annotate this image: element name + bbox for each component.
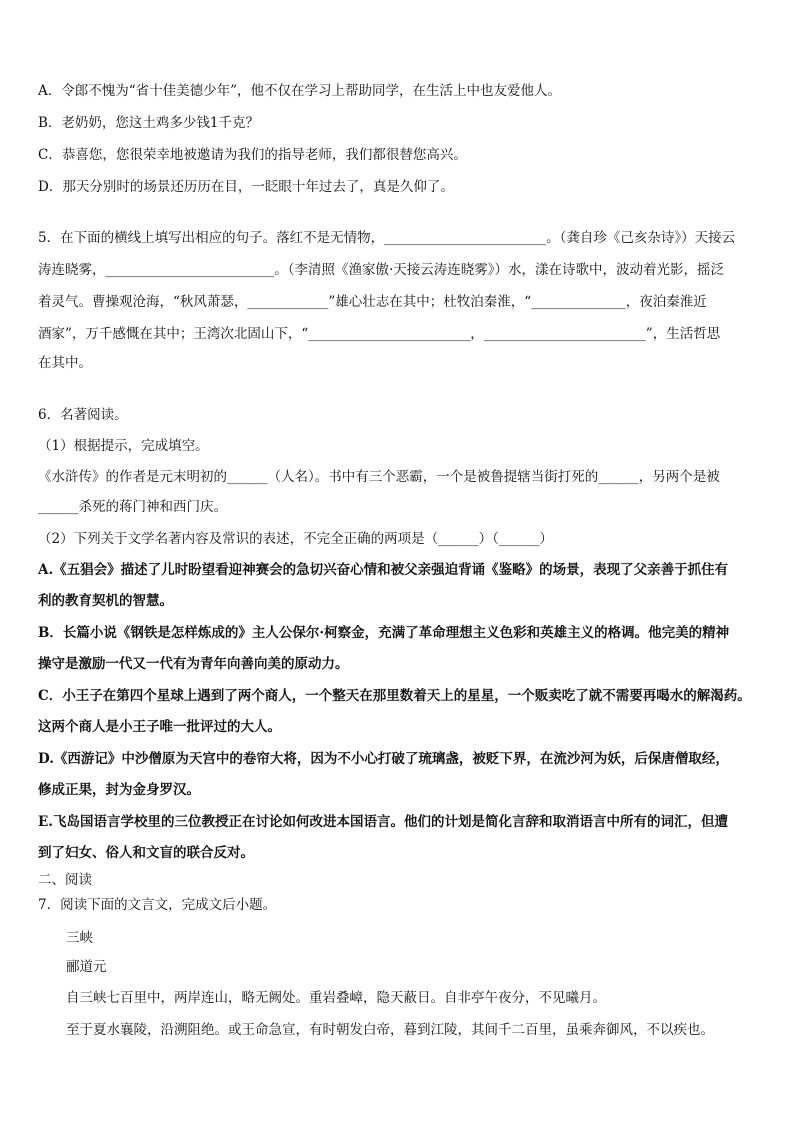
q6-option-a-line-2: 利的教育契机的智慧。 — [38, 593, 173, 609]
q5-line-2: 涛连晓雾，_________________________。（李清照《渔家傲·天接云涛连晓雾》）水，漾在诗歌中，波动着光影，摇泛 — [38, 262, 725, 278]
q5-line-5: 在其中。 — [38, 355, 92, 371]
q6-option-e-line-1: E.飞岛国语言学校里的三位教授正在讨论如何改进本国语言。他们的计划是简化言辞和取消语言中所有的词汇，但遭 — [38, 814, 728, 830]
q6-option-d-line-2: 修成正果，封为金身罗汉。 — [38, 782, 200, 798]
q6-part2-prompt: （2）下列关于文学名著内容及常识的表述，不完全正确的两项是（______）（______） — [38, 531, 553, 547]
poem-line-2: 至于夏水襄陵，沿溯阻绝。或王命急宣，有时朝发白帝，暮到江陵，其间千二百里，虽乘奔御风，不以疾也。 — [66, 1022, 714, 1038]
q4-option-c: C．恭喜您，您很荣幸地被邀请为我们的指导老师，我们都很替您高兴。 — [38, 147, 467, 163]
q6-part1-prompt: （1）根据提示，完成填空。 — [38, 438, 209, 454]
section-heading: 二、阅读 — [38, 872, 92, 888]
q6-option-b-line-2: 操守是激励一代又一代有为青年向善向美的原动力。 — [38, 656, 349, 672]
q6-option-c-line-1: C．小王子在第四个星球上遇到了两个商人，一个整天在那里数着天上的星星，一个贩卖吃了就不需要再喝水的解渴药。 — [38, 688, 751, 704]
q5-line-4: 酒家”，万千感慨在其中；王湾次北固山下，“________________________，________________________”，生活哲思 — [38, 326, 721, 342]
q6-option-a-line-1: A.《五猖会》描述了儿时盼望看迎神赛会的急切兴奋心情和被父亲强迫背诵《鉴略》的场景，表现了父亲善于抓住有 — [38, 562, 729, 578]
q6-option-c-line-2: 这两个商人是小王子唯一批评过的大人。 — [38, 719, 281, 735]
q4-option-a: A．令郎不愧为“省十佳美德少年”，他不仅在学习上帮助同学，在生活上中也友爱他人。 — [38, 83, 562, 99]
poem-title: 三峡 — [66, 930, 93, 946]
poem-author: 郦道元 — [66, 959, 107, 975]
q6-part1-line-1: 《水浒传》的作者是元末明初的______（人名）。书中有三个恶霸，一个是被鲁提辖当街打死的______，另两个是被 — [38, 469, 720, 485]
q6-option-d-line-1: D.《西游记》中沙僧原为天宫中的卷帘大将，因为不小心打破了琉璃盏，被贬下界，在流沙河为妖，后保唐僧取经， — [38, 751, 729, 767]
q6-option-e-line-2: 到了妇女、俗人和文盲的联合反对。 — [38, 845, 254, 861]
q4-option-d: D．那天分别时的场景还历历在目，一眨眼十年过去了，真是久仰了。 — [38, 179, 454, 195]
q6-option-b-line-1: B．长篇小说《钢铁是怎样炼成的》主人公保尔·柯察金，充满了革命理想主义色彩和英雄主义的格调。他完美的精神 — [38, 625, 730, 641]
poem-line-1: 自三峡七百里中，两岸连山，略无阙处。重岩叠嶂，隐天蔽日。自非亭午夜分，不见曦月。 — [66, 990, 606, 1006]
q5-line-1: 5．在下面的横线上填写出相应的句子。落红不是无情物，________________________。（龚自珍《己亥杂诗》）天接云 — [38, 230, 736, 246]
q6-part1-line-2: ______杀死的蒋门神和西门庆。 — [38, 499, 227, 515]
q7-intro: 7．阅读下面的文言文，完成文后小题。 — [38, 897, 277, 913]
q4-option-b: B．老奶奶，您这土鸡多少钱1千克？ — [38, 115, 260, 131]
q5-line-3: 着灵气。曹操观沧海，“秋风萧瑟，____________”雄心壮志在其中；杜牧泊秦淮，“______________，夜泊秦淮近 — [38, 294, 707, 310]
q6-heading: 6．名著阅读。 — [38, 407, 128, 423]
